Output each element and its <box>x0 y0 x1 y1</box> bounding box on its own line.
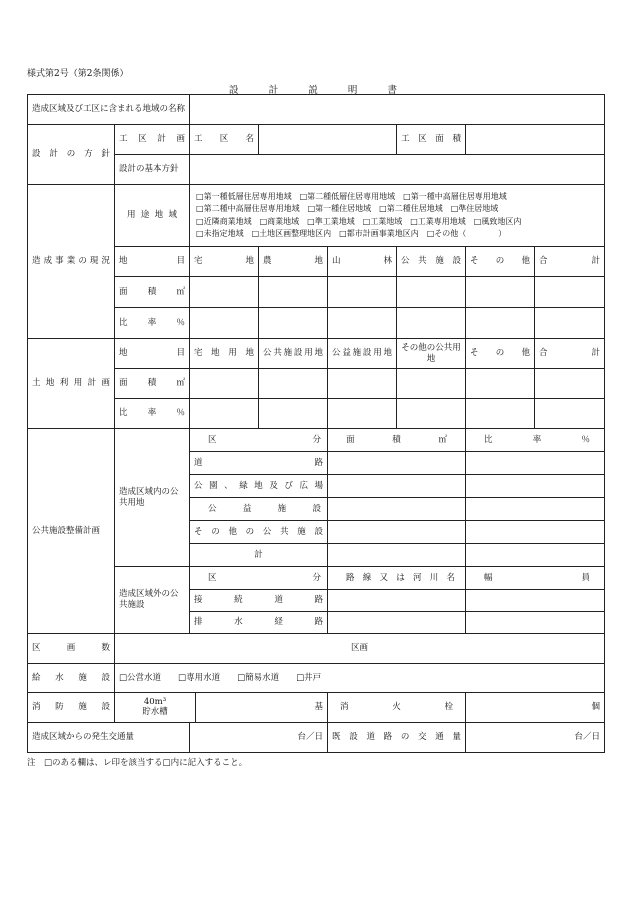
basic-policy-label: 設計の基本方針 <box>115 155 190 185</box>
ward-area-label: 工区面積 <box>397 125 466 155</box>
zone-label: 用途地域 <box>115 185 190 247</box>
existing-traffic-label: 既設道路の交通量 <box>328 723 466 753</box>
land-cat-public: 公共施設用地 <box>259 339 328 369</box>
land-cat-other: その他 <box>466 339 535 369</box>
water-checkboxes[interactable]: □公営水道 □専用水道 □簡易水道 □井戸 <box>115 664 605 693</box>
row-total: 計 <box>190 544 328 567</box>
land-ratio-label: 比率％ <box>115 399 190 429</box>
status-label: 造成事業の現況 <box>28 185 115 339</box>
fire-label: 消防施設 <box>28 693 115 723</box>
row-park: 公園、緑地及び広場 <box>190 475 328 498</box>
status-area-label: 面積㎡ <box>115 277 190 308</box>
hydrant-label: 消火栓 <box>328 693 466 723</box>
status-cat-other: その他 <box>466 247 535 277</box>
ward-name-field[interactable] <box>259 125 397 155</box>
tank-label: 40m³ 貯水槽 <box>115 693 196 723</box>
public-label: 公共施設整備計画 <box>28 429 115 634</box>
status-cat-farm: 農地 <box>259 247 328 277</box>
land-category-label: 地目 <box>115 339 190 369</box>
existing-traffic-field[interactable]: 台／日 <box>466 723 605 753</box>
land-area-label: 面積㎡ <box>115 369 190 399</box>
status-cat-public: 公共施設 <box>397 247 466 277</box>
status-cat-total: 合計 <box>535 247 605 277</box>
hydrant-count-field[interactable]: 個 <box>466 693 605 723</box>
plots-label: 区画数 <box>28 634 115 664</box>
inside-public-label: 造成区域内の公共用地 <box>115 429 190 567</box>
land-cat-total: 合計 <box>535 339 605 369</box>
status-cat-residential: 宅地 <box>190 247 259 277</box>
water-label: 給水施設 <box>28 664 115 693</box>
row-road: 道路 <box>190 452 328 475</box>
row-connect-road: 接続道路 <box>190 590 328 612</box>
design-explanation-form: 造成区域及び工区に含まれる地域の名称 設計の方針 工区計画 工区名 工区面積 設計の基本方針 造成事業の現況 用途地域 □第一種低層住居専用地域 □第二種低層住居専用地域 □第一種中高層住居専用地域 □第二種中高層住居専用地域 □第一種住居地域 □第二種住居地域 □準住居地域 □近隣商業地域 □商業地域 □準工業地域 □工業地域 □工業専用地域 □風致地区内 □未指定地域 □土地区画整理地区内 □都市計画事業地区内 □その他（ ） 地目 宅地 農地 山林 公共施設 その他 合計 面積㎡ 比率％ 土地利用計画 地目 宅地用地 公共施設用地 公益施設用地 その他の公共用地 その他 合計 面積㎡ 比率％ 公共施設整備計画 造成区域内の公共用地 区分 面積㎡ 比率％ 道路 公園、緑地及び広場 公益施設 その他の公共施設 計 造成区域外の公共施設 区分 路線又は河川名 幅員 接続道路 排水経路 区画数 区画 給水施設 □公営水道 □専用水道 □簡易水道 □井戸 消防施設 40m³ 貯水槽 基 消火栓 個 造成区域からの発生交通量 台／日 既設道路の交通量 台／日 <box>27 94 605 753</box>
row-other-public: その他の公共施設 <box>190 521 328 544</box>
ward-area-field[interactable] <box>466 125 605 155</box>
land-use-label: 土地利用計画 <box>28 339 115 429</box>
land-cat-benefit: 公益施設用地 <box>328 339 397 369</box>
form-number: 様式第2号（第2条関係） <box>27 69 129 79</box>
land-cat-residential: 宅地用地 <box>190 339 259 369</box>
area-name-label: 造成区域及び工区に含まれる地域の名称 <box>28 95 190 125</box>
policy-label: 設計の方針 <box>28 125 115 185</box>
generated-traffic-label: 造成区域からの発生交通量 <box>28 723 190 753</box>
generated-traffic-field[interactable]: 台／日 <box>190 723 328 753</box>
footnote: 注 □のある欄は、レ印を該当する□内に記入すること。 <box>27 758 248 768</box>
row-drainage: 排水経路 <box>190 612 328 634</box>
status-ratio-label: 比率％ <box>115 308 190 339</box>
ward-name-label: 工区名 <box>190 125 259 155</box>
status-category-label: 地目 <box>115 247 190 277</box>
land-cat-other-public: その他の公共用地 <box>397 339 466 369</box>
row-benefit: 公益施設 <box>190 498 328 521</box>
outside-public-label: 造成区域外の公共施設 <box>115 567 190 634</box>
tank-count-field[interactable]: 基 <box>196 693 328 723</box>
zone-checkboxes[interactable]: □第一種低層住居専用地域 □第二種低層住居専用地域 □第一種中高層住居専用地域 □第二種中高層住居専用地域 □第一種住居地域 □第二種住居地域 □準住居地域 □近隣商業地域 □商業地域 □準工業地域 □工業地域 □工業専用地域 □風致地区内 □未指定地域 □土地区画整理地区内 □都市計画事業地区内 □その他（ ） <box>190 185 605 247</box>
status-cat-forest: 山林 <box>328 247 397 277</box>
plots-field[interactable]: 区画 <box>115 634 605 664</box>
basic-policy-field[interactable] <box>190 155 605 185</box>
document-title: 設 計 説 明 書 <box>229 85 397 96</box>
ward-plan-label: 工区計画 <box>115 125 190 155</box>
area-name-field[interactable] <box>190 95 605 125</box>
